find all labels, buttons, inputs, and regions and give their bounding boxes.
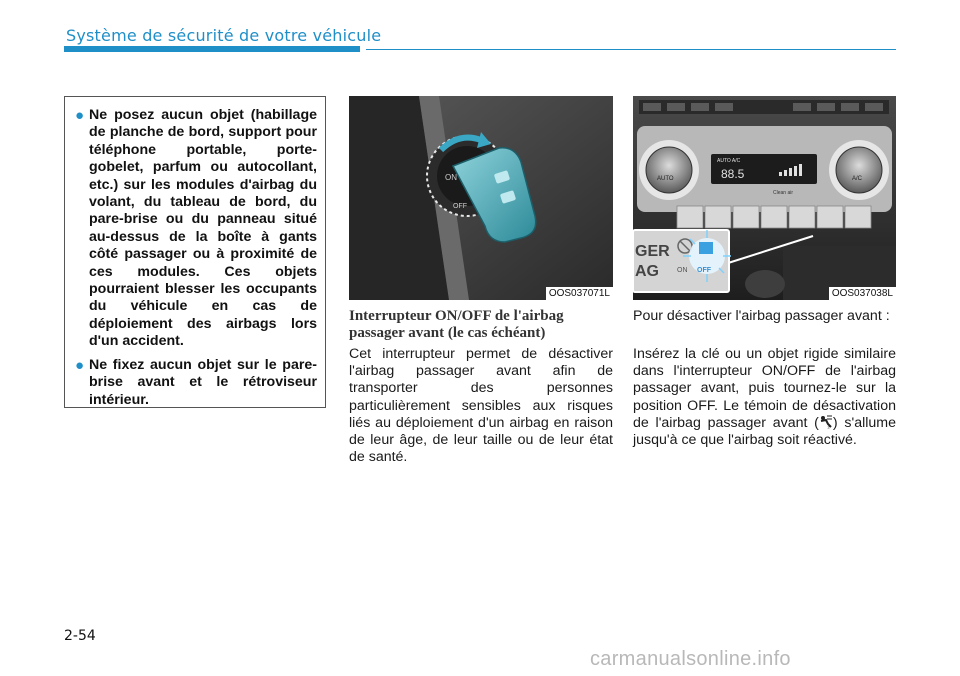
- header-rule: [366, 49, 896, 50]
- airbag-switch-photo: [349, 96, 613, 300]
- bullet-icon: ●: [75, 356, 85, 374]
- switch-on-label: ON: [445, 173, 457, 182]
- image-code-right: OOS037038L: [829, 287, 896, 300]
- section-paragraph: Cet interrupteur permet de désactiver l'airbag passager avant afin de transporter des personnes particulièrement sensibles aux risques liés au déploiement d'un airbag en raison de leur âge, de leur taille ou de leur état de santé.: [349, 346, 613, 466]
- warning-box: [64, 96, 326, 408]
- header-title: Système de sécurité de votre véhicule: [66, 26, 382, 45]
- warning-item-text: Ne posez aucun objet (habillage de planche de bord, support pour téléphone portable, porte-gobelet, parfum ou autocollant, etc.) sur les modules d'airbag du volant, du tableau de bord, du pare-brise ou du panneau situé au-dessus de la boîte à gants côté passager ou à proximité de ces modules. Ces objets pourraient blesser les occupants du véhicule en cas de déploiement des airbags lors d'un accident.: [89, 107, 317, 350]
- right-paragraph-2-part-a: Insérez la clé ou un objet rigide similaire dans l'interrupteur ON/OFF de l'airbag passager avant, puis tournez-le sur la position OFF. Le témoin de désactivation de l'airbag passager avant (: [633, 346, 896, 431]
- section-heading: Interrupteur ON/OFF de l'airbag passager avant (le cas échéant): [349, 308, 564, 341]
- right-paragraph-2-part-b: ) s'allume jusqu'à ce que l'airbag soit réactivé.: [633, 414, 896, 449]
- dashboard-on-label: ON: [677, 267, 688, 274]
- bullet-icon: ●: [75, 107, 85, 124]
- warning-item-text: Ne fixez aucun objet sur le pare-brise avant et le rétroviseur intérieur.: [89, 356, 317, 408]
- airbag-off-indicator-icon: [819, 415, 833, 429]
- warning-item: [75, 357, 317, 409]
- temperature-display: 88.5: [721, 167, 745, 181]
- airbag-switch-illustration: [349, 96, 613, 300]
- warning-item: [75, 107, 317, 351]
- clean-air-label: Clean air: [773, 190, 794, 196]
- ger-label: GER: [635, 243, 670, 260]
- right-paragraph-1: Pour désactiver l'airbag passager avant :: [633, 308, 890, 324]
- image-code-left: OOS037071L: [546, 287, 613, 300]
- dashboard-illustration: [633, 96, 896, 300]
- header-accent-bar: [64, 46, 360, 52]
- switch-off-label: OFF: [453, 203, 467, 210]
- auto-label: AUTO: [657, 176, 674, 182]
- ac-label: A/C: [852, 176, 863, 182]
- ag-label: AG: [635, 263, 659, 280]
- dashboard-photo: [633, 96, 896, 300]
- auto-ac-label: AUTO A/C: [717, 158, 741, 164]
- watermark: carmanualsonline.info: [590, 648, 791, 670]
- page-number: 2-54: [64, 628, 96, 644]
- svg-text:2: 2: [827, 424, 830, 429]
- dashboard-off-label: OFF: [697, 267, 711, 274]
- right-paragraph-2: [633, 346, 896, 449]
